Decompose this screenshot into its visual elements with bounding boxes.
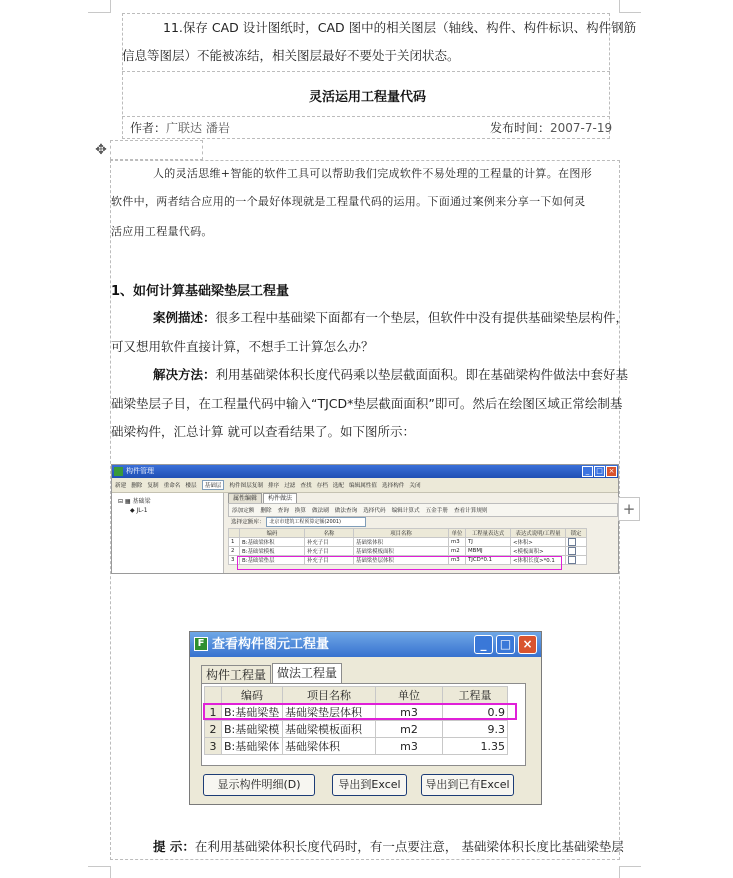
crop-mark (619, 0, 620, 13)
crop-mark (88, 12, 110, 13)
tb-copy[interactable]: 复制 (147, 483, 159, 489)
main-toolbar (112, 478, 618, 493)
table-row[interactable]: 2 B:基础梁模 基础梁模板面积 m2 9.3 (205, 721, 508, 738)
highlight-box (237, 556, 562, 570)
date-row (490, 119, 612, 137)
tb-edit-attr[interactable]: 编辑属性值 (349, 483, 377, 489)
tb-filter[interactable]: 过滤 (284, 483, 296, 489)
author-names: 广联达 潘岩 (166, 121, 230, 135)
tb-floor: 楼层 (185, 483, 197, 489)
quota-select-label: 选择定额库： (231, 519, 265, 526)
tree-root[interactable]: ⊟ ▦ 基础梁 (118, 498, 151, 505)
highlight-box (203, 703, 517, 720)
col-item: 项目名称 (354, 529, 449, 538)
author-label: 作者： (130, 121, 167, 135)
tb-delete[interactable]: 删除 (131, 483, 143, 489)
date-label: 发布时间： (490, 121, 551, 135)
crop-mark (88, 866, 110, 867)
component-tree (112, 493, 224, 573)
tb-sort[interactable]: 排序 (267, 483, 280, 489)
solution-label: 解决方法： (153, 367, 216, 382)
tb2-edit-formula[interactable]: 编辑计算式 (391, 508, 420, 514)
case-line1 (153, 309, 628, 327)
maximize-icon[interactable]: □ (496, 635, 515, 654)
lock-checkbox[interactable] (568, 538, 576, 546)
tab-attribute-edit[interactable]: 属性编辑 (228, 493, 262, 503)
window-titlebar (112, 465, 618, 478)
move-handle-icon[interactable]: ✥ (95, 142, 107, 158)
tip-label: 提 示： (153, 839, 195, 854)
author-row (130, 119, 230, 137)
table-divider (122, 116, 610, 117)
table-row[interactable]: 1 B:基础梁垫 基础梁垫层体积 m3 0.9 (205, 704, 508, 721)
export-existing-excel-button[interactable]: 导出到已有Excel (421, 774, 514, 796)
col-code: 编码 (222, 687, 283, 704)
tb2-query[interactable]: 查询 (277, 508, 289, 514)
tb2-add-quota[interactable]: 添加定额 (232, 508, 255, 514)
crop-mark (619, 866, 620, 878)
tip-line (153, 838, 624, 856)
tree-child[interactable]: ◆ JL-1 (130, 507, 148, 514)
tb-archive[interactable]: 存档 (316, 483, 328, 489)
tb-floor-value[interactable]: 基础层 (202, 480, 225, 490)
tab-component-quantity[interactable]: 构件工程量 (201, 665, 271, 686)
case-text: 很多工程中基础梁下面都有一个垫层，但软件中没有提供基础梁垫层构件， (215, 310, 629, 325)
col-name: 名称 (305, 529, 354, 538)
section-heading: 1、如何计算基础梁垫层工程量 (111, 284, 290, 299)
tb-close[interactable]: 关闭 (409, 483, 421, 489)
panel-tabs (228, 493, 618, 503)
quota-select[interactable]: 北京市建筑工程预算定额(2001) (266, 517, 366, 527)
show-detail-button[interactable]: 显示构件明细(D) (203, 774, 315, 796)
table-row[interactable]: 1 B:基础梁体积 补充子目 基础梁体积 m3 TJ <体积> (229, 538, 587, 547)
export-excel-button[interactable]: 导出到Excel (332, 774, 407, 796)
tb-layer-copy[interactable]: 构件图层复制 (229, 483, 263, 489)
table-header (205, 687, 508, 704)
minimize-icon[interactable]: _ (474, 635, 493, 654)
dialog-title: 查看构件图元工程量 (212, 637, 330, 652)
col-unit: 单位 (376, 687, 443, 704)
tb2-method-query[interactable]: 做法查询 (334, 508, 358, 514)
table-header (229, 529, 587, 538)
method-toolbar (228, 503, 618, 517)
col-lock: 锁定 (566, 529, 587, 538)
tip-text: 在利用基础梁体积长度代码时，有一点要注意， 基础梁体积长度比基础梁垫层 (194, 839, 624, 854)
intro-line1: 人的灵活思维+智能的软件工具可以帮助我们完成软件不易处理的工程量的计算。在图形 (153, 167, 592, 180)
anchor-box (110, 140, 203, 160)
item-11-line2: 信息等图层）不能被冻结，相关图层最好不要处于关闭状态。 (122, 48, 460, 63)
minimize-icon[interactable]: _ (582, 466, 593, 477)
lock-checkbox[interactable] (568, 547, 576, 555)
col-qty: 工程量 (443, 687, 508, 704)
date-value: 2007-7-19 (550, 121, 613, 135)
tab-method-quantity[interactable]: 做法工程量 (272, 663, 342, 684)
app-icon (114, 467, 123, 476)
tb2-select-code[interactable]: 选择代码 (363, 508, 386, 514)
case-line2: 可又想用软件直接计算，不想手工计算怎么办？ (111, 339, 374, 354)
window-title: 构件管理 (126, 467, 154, 475)
solution-text: 利用基础梁体积长度代码乘以垫层截面面积。即在基础梁构件做法中套好基 (215, 367, 629, 382)
col-code: 编码 (240, 529, 305, 538)
solution-line2: 础梁垫层子目，在工程量代码中输入“TJCD*垫层截面面积”即可。然后在绘图区域正常绘制基 (111, 396, 623, 411)
case-label: 案例描述： (153, 310, 216, 325)
crop-mark (110, 0, 111, 13)
quantity-frame (201, 683, 526, 766)
intro-line3: 活应用工程量代码。 (111, 225, 213, 238)
article-title: 灵活运用工程量代码 (309, 90, 427, 105)
tb-match[interactable]: 选配 (332, 483, 344, 489)
crop-mark (110, 866, 111, 878)
tb2-hardware-manual[interactable]: 五金手册 (425, 508, 448, 514)
crop-mark (619, 12, 641, 13)
col-item: 项目名称 (283, 687, 376, 704)
maximize-icon[interactable]: □ (594, 466, 605, 477)
close-icon[interactable]: × (606, 466, 617, 477)
tb-select-comp[interactable]: 选择构件 (381, 483, 405, 489)
solution-line3: 础梁构件，汇总计算 就可以查看结果了。如下图所示： (111, 424, 415, 439)
col-unit: 单位 (449, 529, 466, 538)
close-icon[interactable]: × (518, 635, 537, 654)
table-divider (122, 71, 610, 72)
col-desc: 表达式说明/工程量 (511, 529, 566, 538)
tb-rename[interactable]: 重命名 (163, 483, 181, 489)
tb-new[interactable]: 新建 (115, 483, 127, 489)
table-row[interactable]: 3 B:基础梁体 基础梁体积 m3 1.35 (205, 738, 508, 755)
quota-select-bar (228, 517, 618, 528)
col-expr: 工程量表达式 (466, 529, 511, 538)
table-row[interactable]: 2 B:基础梁模板 补充子目 基础梁模板面积 m2 MBMJ <模板面积> (229, 547, 587, 556)
dialog-titlebar (190, 632, 541, 657)
solution-line1 (153, 366, 628, 384)
add-row-icon[interactable]: + (618, 497, 640, 521)
quantity-table (204, 686, 508, 755)
tab-component-method[interactable]: 构件做法 (263, 493, 297, 503)
lock-checkbox[interactable] (568, 556, 576, 564)
tb-find[interactable]: 查找 (300, 483, 312, 489)
tb2-delete[interactable]: 删除 (260, 508, 272, 514)
app-icon: F (194, 637, 208, 651)
crop-mark (619, 866, 641, 867)
table-row[interactable]: 3 B:基础梁垫层 补充子目 基础梁垫层体积 m3 TJCD*0.1 <体积长度>*0.1 (229, 556, 587, 565)
item-11-line1: 11.保存 CAD 设计图纸时，CAD 图中的相关图层（轴线、构件、构件标识、构件钢筋 (163, 20, 637, 35)
tb2-brush[interactable]: 做法刷 (312, 508, 329, 514)
intro-line2: 软件中，两者结合应用的一个最好体现就是工程量代码的运用。下面通过案例来分享一下如何灵 (111, 195, 586, 208)
tb2-view-rules[interactable]: 查看计算规则 (453, 508, 488, 514)
tb2-convert[interactable]: 换算 (294, 508, 306, 514)
